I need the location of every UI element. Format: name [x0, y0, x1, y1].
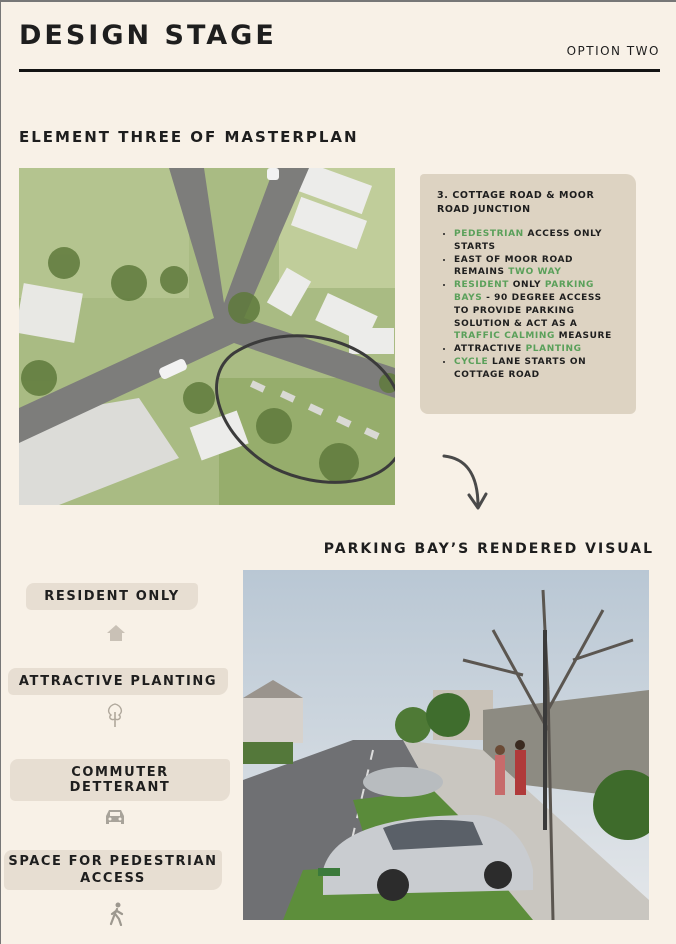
parking-bay-rendered-visual — [243, 570, 649, 920]
car-icon — [103, 806, 127, 828]
title-rule — [19, 69, 660, 72]
note-item — [454, 279, 620, 343]
option-label: OPTION TWO — [566, 44, 660, 58]
junction-note — [420, 174, 636, 414]
note-text: - 90 DEGREE ACCESS TO PROVIDE PARKING SOLUTION & ACT AS A — [454, 292, 602, 329]
curved-arrow-icon — [438, 448, 492, 514]
visual-title: PARKING BAY’S RENDERED VISUAL — [323, 541, 654, 557]
page-title: DESIGN STAGE — [19, 20, 277, 51]
section-title: ELEMENT THREE OF MASTERPLAN — [19, 128, 359, 146]
note-highlight: PEDESTRIAN — [454, 229, 524, 239]
note-highlight: TWO WAY — [508, 267, 562, 278]
feature-tag-commuter-detterant: COMMUTER DETTERANT — [10, 759, 230, 801]
note-highlight: CYCLE — [454, 356, 489, 367]
masterplan-map-image — [19, 168, 395, 505]
note-item — [454, 356, 620, 382]
house-icon — [105, 622, 127, 644]
note-highlight: RESIDENT — [454, 280, 509, 291]
note-list — [437, 228, 620, 382]
note-highlight: TRAFFIC CALMING — [454, 331, 555, 342]
note-text: EAST OF MOOR ROAD REMAINS — [454, 254, 574, 278]
note-title: 3. COTTAGE ROAD & MOOR ROAD JUNCTION — [437, 190, 595, 215]
tree-icon — [104, 702, 126, 728]
note-text: ATTRACTIVE — [454, 344, 526, 355]
note-item — [454, 228, 620, 254]
note-text: MEASURE — [554, 331, 612, 342]
feature-tag-resident-only: RESIDENT ONLY — [26, 583, 198, 610]
note-highlight: PARKING BAYS — [454, 280, 595, 303]
pedestrian-icon — [106, 902, 128, 926]
note-text: LANE STARTS ON COTTAGE ROAD — [454, 356, 587, 380]
note-text: ACCESS ONLY STARTS — [454, 229, 603, 252]
note-text: ONLY — [509, 280, 545, 291]
note-item — [454, 254, 620, 280]
note-highlight: PLANTING — [525, 344, 582, 355]
feature-tag-space-for-pedestrian-access: SPACE FOR PEDESTRIAN ACCESS — [4, 850, 222, 890]
feature-tag-attractive-planting: ATTRACTIVE PLANTING — [8, 668, 228, 695]
note-item — [454, 343, 620, 356]
